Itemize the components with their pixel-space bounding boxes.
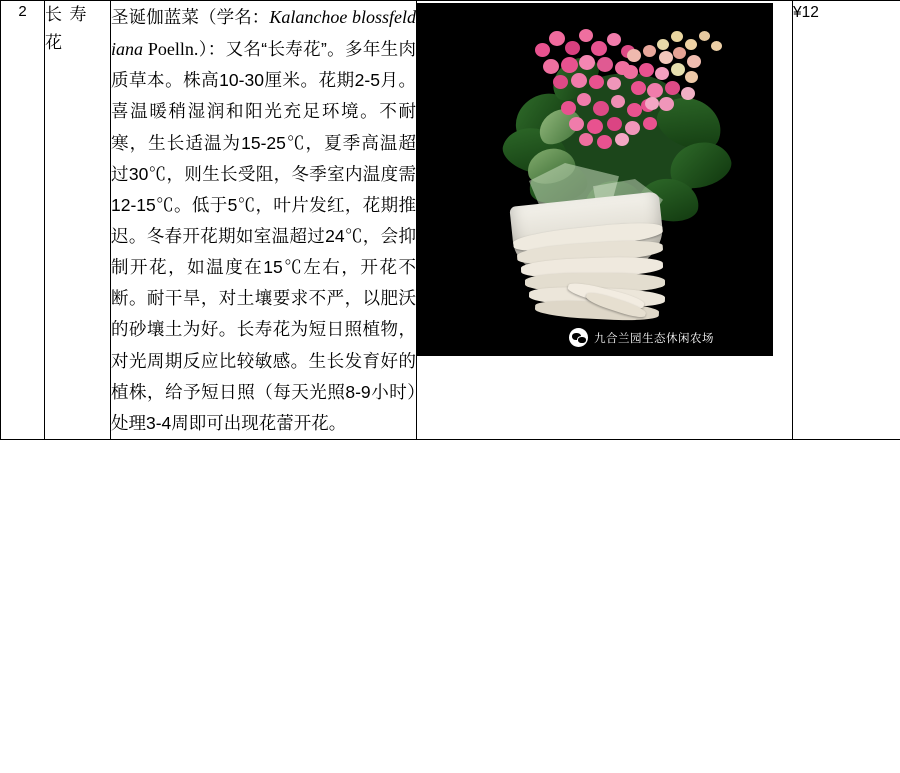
- description-body: ）：又名“长寿花”。多年生肉质草本。株高10-30厘米。花期2-5月。喜温暖稍湿润和阳光充足环境。不耐寒，生长适温为15-25℃，夏季高温超过30℃，则生长受阻，冬季室内温度需12-15℃。低于5℃，叶片发红，花期推迟。冬春开花期如室温超过24℃，会抑制开花，如温度在15℃左右，开花不断。耐干旱，对土壤要求不严，以肥沃的砂壤土为好。长寿花为短日照植物，对光周期反应比较敏感。生长发育好的植株，给予短日照（每天光照8-9小时）处理3-4周即可出现花蕾开花。: [111, 39, 416, 433]
- scientific-name: Kalanchoe blossfeldiana: [111, 7, 416, 60]
- row-index-value: 2: [18, 3, 27, 20]
- plant-description-cell: [111, 1, 417, 440]
- plant-name-cell: [45, 1, 111, 440]
- price-cell: [793, 1, 900, 440]
- flower-buds: [653, 25, 727, 65]
- row-index-cell: [1, 1, 45, 440]
- plant-name-value: 长寿花: [45, 5, 87, 53]
- potted-kalanchoe-photo: [417, 3, 773, 356]
- price-value: ¥12: [793, 4, 819, 21]
- plant-image-cell: [417, 1, 793, 440]
- wechat-icon: [569, 328, 588, 347]
- watermark: [569, 328, 714, 347]
- scientific-authority: Poelln.: [143, 39, 199, 60]
- table-row: [1, 1, 900, 440]
- description-lead: 圣诞伽蓝菜（学名：: [111, 7, 270, 27]
- watermark-text: 九合兰园生态休闲农场: [594, 332, 714, 345]
- flower-cluster-center: [557, 89, 677, 159]
